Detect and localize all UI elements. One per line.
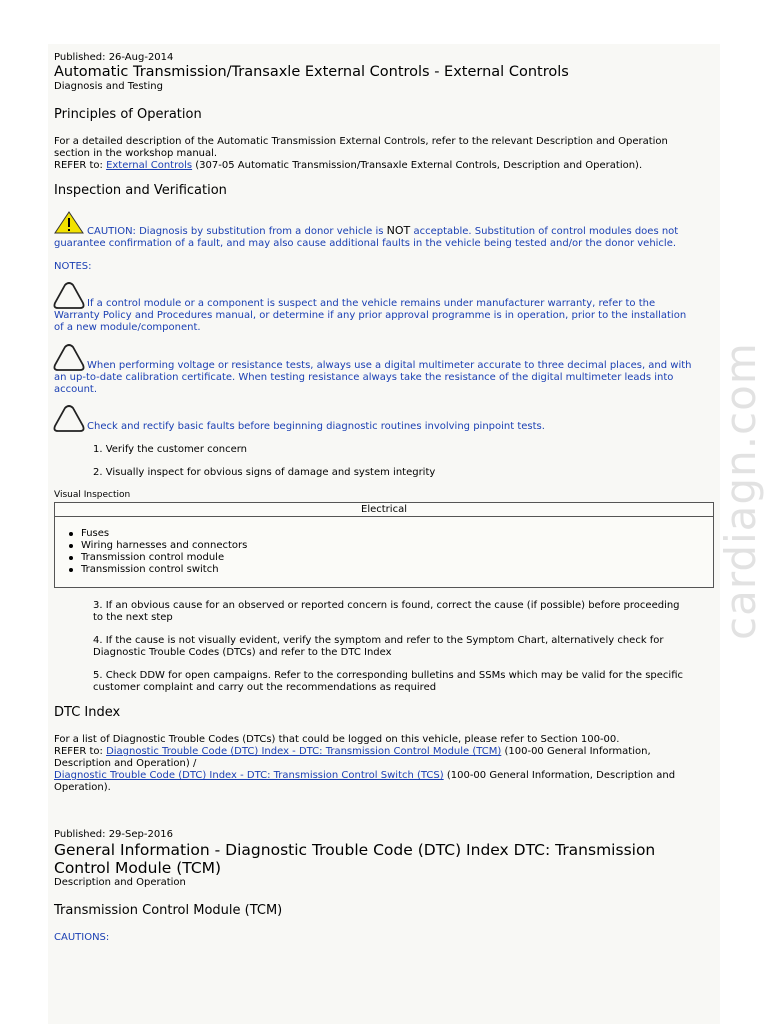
- inspection-heading: Inspection and Verification: [54, 183, 227, 198]
- dtc-tcs-line: [54, 770, 675, 783]
- dtc-tcs-link[interactable]: Diagnostic Trouble Code (DTC) Index - DTC: Transmission Control Switch (TCS): [54, 770, 444, 781]
- note-triangle-icon: [53, 344, 85, 372]
- dtc-refer-line: [54, 746, 651, 759]
- note2-line3: account.: [54, 384, 98, 395]
- note1-line1: If a control module or a component is suspect and the vehicle remains under manufacturer warranty, refer to the: [87, 298, 656, 309]
- list-item: Wiring harnesses and connectors: [81, 540, 248, 551]
- dtc-text-line3: Description and Operation) /: [54, 758, 197, 769]
- page-title: Automatic Transmission/Transaxle External Controls - External Controls: [54, 64, 569, 80]
- dtc-index-heading: DTC Index: [54, 705, 121, 720]
- caution-text-line2: guarantee confirmation of a fault, and may also cause additional faults in the vehicle being tested and/or the donor vehicle.: [54, 238, 677, 249]
- refer-suffix: (307-05 Automatic Transmission/Transaxle External Controls, Description and Operation).: [192, 160, 643, 171]
- caution-text-b: acceptable. Substitution of control modules does not: [410, 226, 679, 237]
- note2-line1: When performing voltage or resistance tests, always use a digital multimeter accurate to three decimal places, and with: [87, 360, 692, 371]
- dtc-text-line5: Operation).: [54, 782, 111, 793]
- principles-heading: Principles of Operation: [54, 107, 202, 122]
- page-title-2-line2: Control Module (TCM): [54, 859, 222, 877]
- published-date: Published: 26-Aug-2014: [54, 52, 174, 63]
- notes-label: NOTES:: [54, 261, 92, 272]
- watermark: cardiagn.com: [716, 342, 765, 640]
- dtc-text-line1: For a list of Diagnostic Trouble Codes (DTCs) that could be logged on this vehicle, please refer to Section 100-00.: [54, 734, 620, 745]
- caution-not: NOT: [386, 224, 411, 237]
- dtc-tcs-link-suffix: (100-00 General Information, Description and: [443, 770, 676, 781]
- page-subtitle-2: Description and Operation: [54, 877, 186, 888]
- published-date-2: Published: 29-Sep-2016: [54, 829, 173, 840]
- tcm-heading: Transmission Control Module (TCM): [54, 903, 283, 918]
- list-item: Fuses: [81, 528, 110, 539]
- principles-text-line1: For a detailed description of the Automatic Transmission External Controls, refer to the relevant Description and Operation: [54, 136, 668, 147]
- page-title-2-line1: General Information - Diagnostic Trouble Code (DTC) Index DTC: Transmission: [54, 841, 656, 859]
- step-2: 2. Visually inspect for obvious signs of damage and system integrity: [93, 467, 436, 478]
- dtc-refer-prefix: REFER to:: [54, 746, 107, 757]
- external-controls-link[interactable]: External Controls: [106, 160, 193, 171]
- visual-inspection-label: Visual Inspection: [54, 490, 131, 500]
- note-triangle-icon: [53, 405, 85, 433]
- cautions-label: CAUTIONS:: [54, 932, 110, 943]
- refer-line: [54, 160, 642, 173]
- visual-inspection-table: [54, 502, 714, 588]
- table-header-electrical: Electrical: [55, 503, 713, 517]
- step-5-line2: customer complaint and carry out the recommendations as required: [93, 682, 437, 693]
- step-4-line2: Diagnostic Trouble Codes (DTCs) and refer to the DTC Index: [93, 647, 392, 658]
- page-subtitle: Diagnosis and Testing: [54, 81, 163, 92]
- note1-line3: of a new module/component.: [54, 322, 201, 333]
- principles-text-line2: section in the workshop manual.: [54, 148, 218, 159]
- step-4-line1: 4. If the cause is not visually evident, verify the symptom and refer to the Symptom Chart, alternatively check for: [93, 635, 664, 646]
- note2-line2: an up-to-date calibration certificate. When testing resistance always take the resistance of the digital multimeter leads into: [54, 372, 674, 383]
- caution-text-line1: [87, 225, 678, 239]
- step-3-line1: 3. If an obvious cause for an observed or reported concern is found, correct the cause (if possible) before proceeding: [93, 600, 680, 611]
- step-1: 1. Verify the customer concern: [93, 444, 248, 455]
- dtc-tcm-link-suffix: (100-00 General Information,: [501, 746, 651, 757]
- caution-text-a: CAUTION: Diagnosis by substitution from a donor vehicle is: [87, 226, 387, 237]
- dtc-tcm-link[interactable]: Diagnostic Trouble Code (DTC) Index - DTC: Transmission Control Module (TCM): [106, 746, 502, 757]
- list-item: Transmission control module: [81, 552, 225, 563]
- refer-prefix: REFER to:: [54, 160, 107, 171]
- list-item: Transmission control switch: [81, 564, 219, 575]
- note-triangle-icon: [53, 282, 85, 310]
- caution-triangle-icon: [54, 211, 84, 234]
- note3-line1: Check and rectify basic faults before beginning diagnostic routines involving pinpoint tests.: [87, 421, 545, 432]
- step-3-line2: to the next step: [93, 612, 173, 623]
- step-5-line1: 5. Check DDW for open campaigns. Refer to the corresponding bulletins and SSMs which may be valid for the specific: [93, 670, 683, 681]
- note1-line2: Warranty Policy and Procedures manual, or determine if any prior approval programme is in operation, prior to the installation: [54, 310, 687, 321]
